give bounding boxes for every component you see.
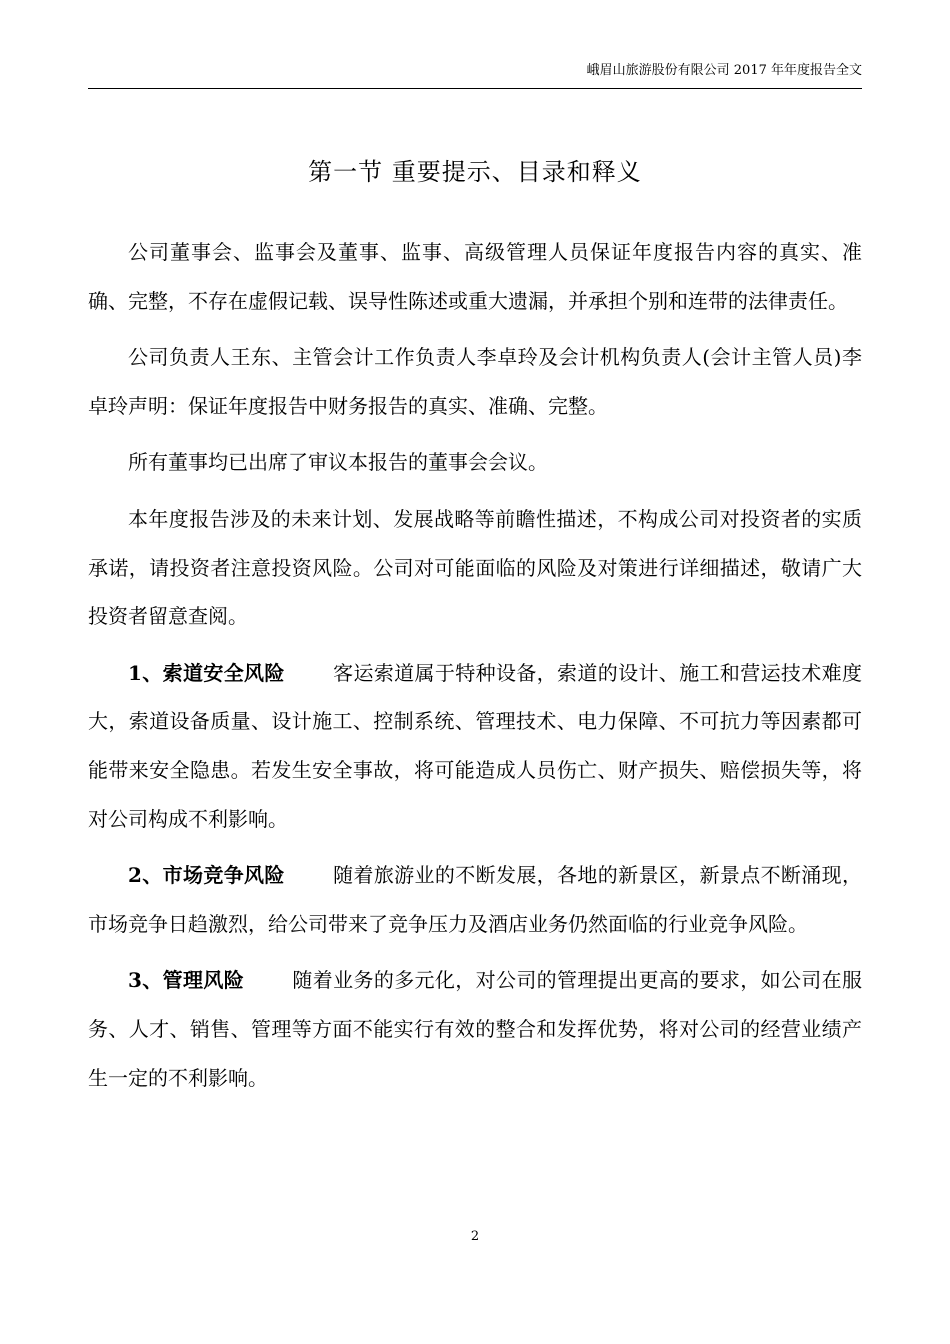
risk-heading: 3、管理风险 bbox=[128, 968, 245, 993]
paragraph-directors-attendance: 所有董事均已出席了审议本报告的董事会会议。 bbox=[128, 450, 548, 475]
risk-item-market bbox=[88, 851, 862, 948]
page-number: 2 bbox=[470, 1229, 480, 1244]
risk-item-management bbox=[88, 956, 862, 1102]
paragraph-board-guarantee: 公司董事会、监事会及董事、监事、高级管理人员保证年度报告内容的真实、准确、完整，不存在虚假记载、误导性陈述或重大遗漏，并承担个别和连带的法律责任。 bbox=[88, 240, 862, 313]
risk-text: 随着旅游业的不断发展，各地的新景区，新景点不断涌现，市场竞争日趋激烈，给公司带来了竞争压力及酒店业务仍然面临的行业竞争风险。 bbox=[88, 863, 863, 936]
risk-heading: 2、市场竞争风险 bbox=[128, 863, 285, 888]
page-header: 峨眉山旅游股份有限公司 2017 年年度报告全文 bbox=[586, 63, 862, 78]
header-divider bbox=[88, 88, 862, 89]
paragraph-forward-looking: 本年度报告涉及的未来计划、发展战略等前瞻性描述，不构成公司对投资者的实质承诺，请投资者注意投资风险。公司对可能面临的风险及对策进行详细描述，敬请广大投资者留意查阅。 bbox=[88, 506, 862, 629]
report-body bbox=[88, 228, 862, 1110]
risk-item-cableway bbox=[88, 649, 862, 843]
risk-text: 客运索道属于特种设备，索道的设计、施工和营运技术难度大，索道设备质量、设计施工、控制系统、管理技术、电力保障、不可抗力等因素都可能带来安全隐患。若发生安全事故，将可能造成人员伤亡、财产损失、赔偿损失等，将对公司构成不利影响。 bbox=[88, 660, 863, 831]
risk-text: 随着业务的多元化，对公司的管理提出更高的要求，如公司在服务、人才、销售、管理等方面不能实行有效的整合和发挥优势，将对公司的经营业绩产生一定的不利影响。 bbox=[88, 968, 863, 1090]
section-title: 第一节 重要提示、目录和释义 bbox=[308, 158, 642, 186]
paragraph-responsible-persons: 公司负责人王东、主管会计工作负责人李卓玲及会计机构负责人(会计主管人员)李卓玲声明：保证年度报告中财务报告的真实、准确、完整。 bbox=[88, 345, 862, 418]
risk-heading: 1、索道安全风险 bbox=[128, 660, 285, 685]
